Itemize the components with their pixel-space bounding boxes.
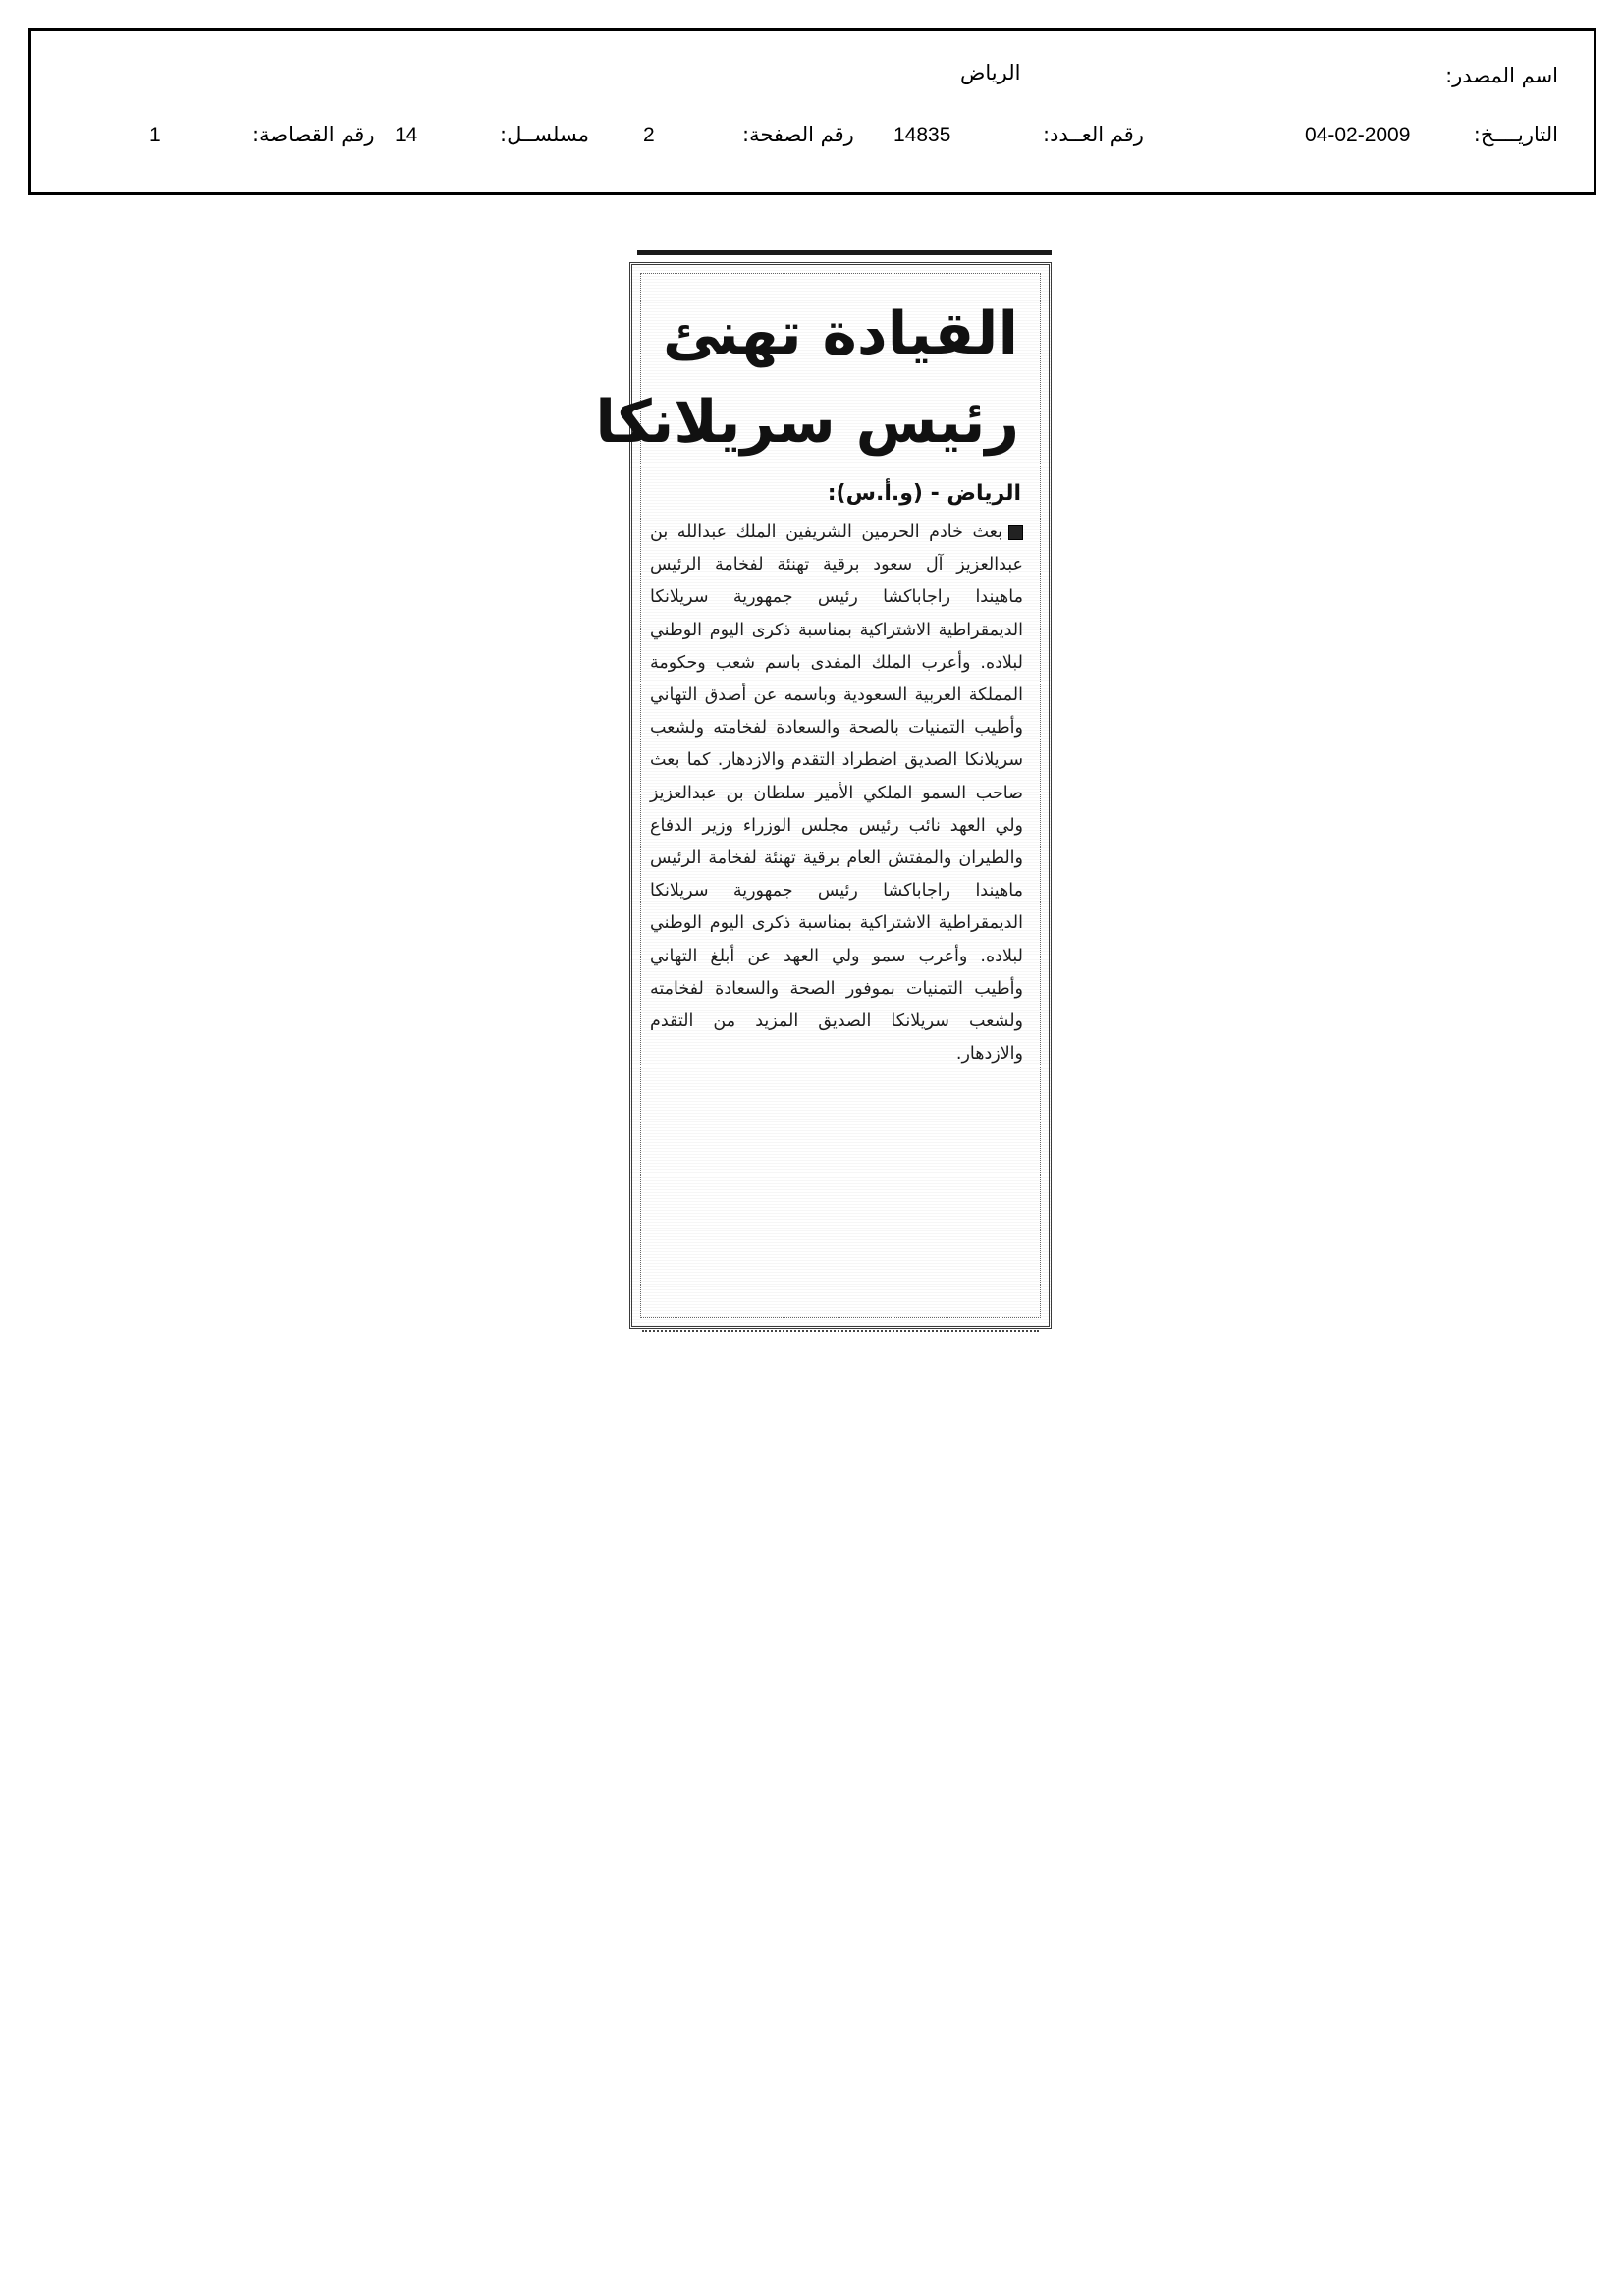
serial-label: مسلســل: [500, 123, 589, 146]
article-body-text: بعث خادم الحرمين الشريفين الملك عبدالله بن عبدالعزيز آل سعود برقية تهنئة لفخامة الرئيس ماهيندا راجاباكشا رئيس جمهورية سريلانكا الديمقراطية الاشتراكية بمناسبة ذكرى اليوم الوطني لبلاده. وأعرب الملك المفدى باسم شعب وحكومة المملكة العربية السعودية وباسمه عن أصدق التهاني وأطيب التمنيات بالصحة والسعادة لفخامته ولشعب سريلانكا الصديق اضطراد التقدم والازدهار. كما بعث صاحب السمو الملكي الأمير سلطان بن عبدالعزيز ولي العهد نائب رئيس مجلس الوزراء وزير الدفاع والطيران والمفتش العام برقية تهنئة لفخامة الرئيس ماهيندا راجاباكشا رئيس جمهورية سريلانكا الديمقراطية الاشتراكية بمناسبة ذكرى اليوم الوطني لبلاده. وأعرب سمو ولي العهد عن أبلغ التهاني وأطيب التمنيات بموفور الصحة والسعادة لفخامته ولشعب سريلانكا الصديق المزيد من التقدم والازدهار. [650, 522, 1023, 1065]
headline-line-2: رئيس سريلانكا [595, 388, 1019, 457]
top-rule [637, 250, 1052, 255]
issue-label: رقم العــدد: [1043, 123, 1144, 146]
article-dateline: الرياض - (و.أ.س): [827, 481, 1021, 506]
page-label: رقم الصفحة: [742, 123, 854, 146]
clipping-number-value: 1 [149, 124, 161, 146]
page-value: 2 [643, 124, 655, 146]
date-label: التاريــــخ: [1473, 123, 1558, 146]
issue-value: 14835 [893, 124, 951, 146]
date-value: 04-02-2009 [1305, 124, 1411, 146]
paragraph-marker-icon [1008, 525, 1023, 540]
source-value: الرياض [960, 61, 1021, 84]
headline-line-1: القيادة تهنئ [662, 300, 1019, 368]
clipping-number-label: رقم القصاصة: [252, 123, 375, 146]
article-frame [595, 262, 1052, 1329]
article-body [650, 517, 1023, 1070]
clipping-metadata-box [28, 28, 1596, 195]
newspaper-clipping [595, 250, 1052, 1331]
serial-value: 14 [395, 124, 418, 146]
source-label: اسم المصدر: [1445, 64, 1558, 87]
bottom-dotted-rule [642, 1326, 1039, 1332]
